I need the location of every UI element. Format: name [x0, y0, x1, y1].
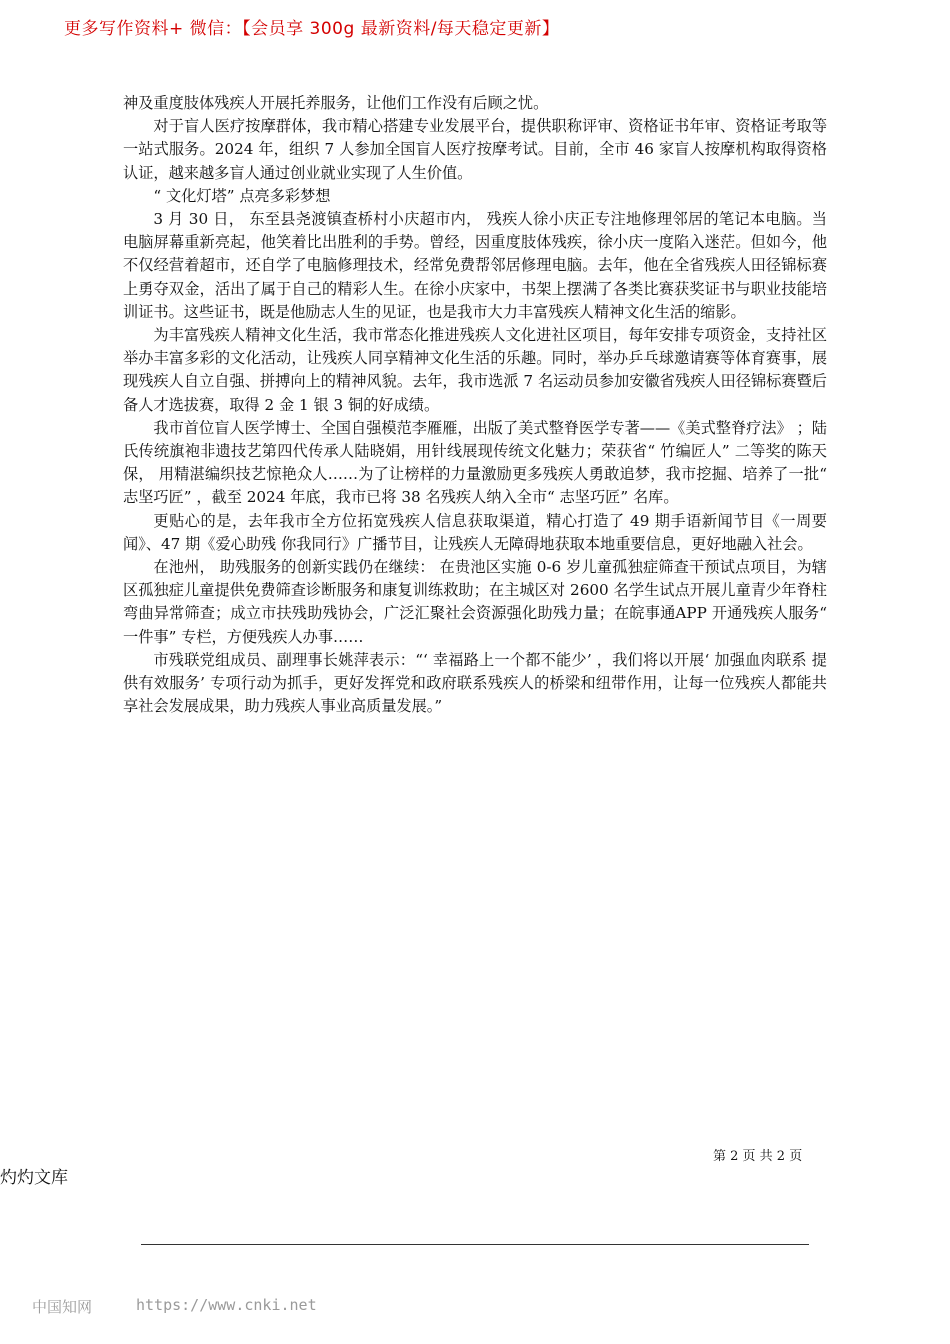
paragraph: 为丰富残疾人精神文化生活，我市常态化推进残疾人文化进社区项目，每年安排专项资金，支持社区举办丰富多彩的文化活动，让残疾人同享精神文化生活的乐趣。同时，举办乒乓球邀请赛等体育赛事，展现残疾人自立自强、拼搏向上的精神风貌。去年，我市选派 7 名运动员参加安徽省残疾人田径锦标赛暨后备人才选拔赛，取得 2 金 1 银 3 铜的好成绩。	[123, 326, 827, 414]
footer-divider	[141, 1244, 809, 1245]
library-name: 灼灼文库	[0, 1168, 68, 1188]
paragraph: 3 月 30 日， 东至县尧渡镇查桥村小庆超市内， 残疾人徐小庆正专注地修理邻居的笔记本电脑。当电脑屏幕重新亮起，他笑着比出胜利的手势。曾经，因重度肢体残疾，徐小庆一度陷入迷茫。但如今，他不仅经营着超市，还自学了电脑修理技术，经常免费帮邻居修理电脑。去年，他在全省残疾人田径锦标赛上勇夺双金，活出了属于自己的精彩人生。在徐小庆家中，书架上摆满了各类比赛获奖证书与职业技能培训证书。这些证书，既是他励志人生的见证，也是我市大力丰富残疾人精神文化生活的缩影。	[123, 210, 827, 321]
paragraph: 对于盲人医疗按摩群体，我市精心搭建专业发展平台，提供职称评审、资格证书年审、资格证考取等一站式服务。2024 年，组织 7 人参加全国盲人医疗按摩考试。目前，全市 46 家盲人按摩机构取得资格认证，越来越多盲人通过创业就业实现了人生价值。	[123, 117, 827, 182]
paragraph: 更贴心的是，去年我市全方位拓宽残疾人信息获取渠道，精心打造了 49 期手语新闻节目《一周要闻》、47 期《爱心助残 你我同行》广播节目，让残疾人无障碍地获取本地重要信息，更好地融入社会。	[123, 511, 827, 553]
paragraph: 市残联党组成员、副理事长姚萍表示：“‘ 幸福路上一个都不能少’ ，我们将以开展‘ 加强血肉联系 提供有效服务’ 专项行动为抓手，更好发挥党和政府联系残疾人的桥梁和纽带作用，让每一位残疾人都能共享社会发展成果，助力残疾人事业高质量发展。”	[123, 650, 827, 716]
promo-banner: 更多写作资料+ 微信：【会员享 300g 最新资料/每天稳定更新】	[64, 19, 560, 39]
page-number: 第 2 页 共 2 页	[713, 1149, 803, 1164]
paragraph: 在池州， 助残服务的创新实践仍在继续： 在贵池区实施 0-6 岁儿童孤独症筛查干预试点项目，为辖区孤独症儿童提供免费筛查诊断服务和康复训练救助；在主城区对 2600 名学生试点开展儿童青少年脊柱弯曲异常筛查；成立市扶残助残协会，广泛汇聚社会资源强化助残力量；在皖事通APP 开通残疾人服务“ 一件事” 专栏，方便残疾人办事……	[123, 558, 827, 646]
footer-site-name: 中国知网	[32, 1298, 93, 1316]
section-heading: “ 文化灯塔” 点亮多彩梦想	[153, 186, 331, 205]
article-body	[123, 92, 827, 718]
footer-url-link[interactable]: https://www.cnki.net	[136, 1296, 317, 1314]
paragraph: 我市首位盲人医学博士、全国自强模范李雁雁，出版了美式整脊医学专著——《美式整脊疗法》 ；陆氏传统旗袍非遗技艺第四代传承人陆晓娟，用针线展现传统文化魅力；荣获省“ 竹编匠人” 二等奖的陈天保， 用精湛编织技艺惊艳众人……为了让榜样的力量激励更多残疾人勇敢追梦，我市挖掘、培养了一批“ 志坚巧匠” ，截至 2024 年底，我市已将 38 名残疾人纳入全市“ 志坚巧匠” 名库。	[123, 418, 827, 507]
paragraph: 神及重度肢体残疾人开展托养服务，让他们工作没有后顾之忧。	[123, 94, 549, 112]
